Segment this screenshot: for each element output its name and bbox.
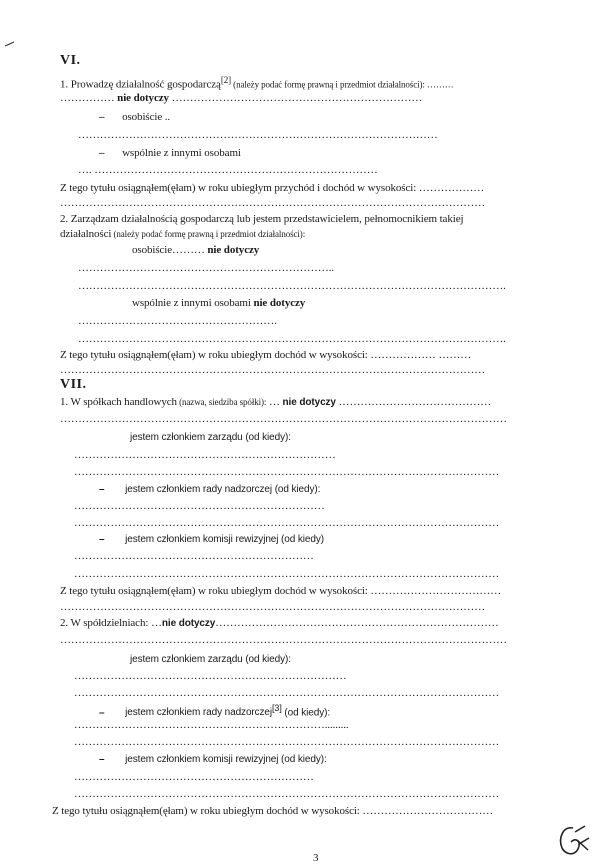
dash-marker: – bbox=[99, 111, 105, 123]
fill-line: ……………………………………………………………… bbox=[74, 449, 336, 461]
item-1-text: 1. W spółkach handlowych bbox=[60, 396, 177, 408]
item-1-text: 1. Prowadzę działalność gospodarczą bbox=[60, 78, 221, 91]
fill-line: …………………………………………………………………………………………………………… bbox=[60, 634, 507, 646]
joint-label: wspólnie z innymi osobami bbox=[132, 297, 251, 309]
item-2-note: (należy podać formę prawną i przedmiot działalności): bbox=[111, 229, 306, 239]
audit-committee-row bbox=[99, 533, 324, 546]
dots: … bbox=[148, 617, 162, 629]
supervisory-board-label: jestem członkiem rady nadzorczej bbox=[125, 707, 273, 719]
item-1-note: (należy podać formę prawną i przedmiot działalności): ……… bbox=[231, 79, 454, 90]
dots: …………………………………………………………………… bbox=[215, 617, 499, 629]
dots: … bbox=[266, 396, 283, 408]
fill-line: ……………………………………………………………………………………………………… bbox=[74, 736, 500, 748]
audit-committee-label: jestem członkiem komisji rewizyjnej (od kiedy) bbox=[125, 534, 324, 545]
handwritten-initials-signature bbox=[555, 822, 591, 862]
joint-label: wspólnie z innymi osobami bbox=[122, 147, 241, 159]
dash-marker: – bbox=[99, 147, 105, 159]
dash-marker: – bbox=[99, 534, 105, 545]
not-applicable: nie dotyczy bbox=[161, 618, 216, 629]
not-applicable: nie dotyczy bbox=[282, 397, 336, 408]
personal-label: osobiście .. bbox=[122, 111, 171, 123]
income-statement: Z tego tytułu osiągnąłem(ęłam) w roku ubiegłym przychód i dochód w wysokości: ……………… bbox=[60, 182, 485, 194]
fill-line: …………………………………………………………………………………………………………… bbox=[60, 413, 507, 425]
board-member-label: jestem członkiem zarządu (od kiedy): bbox=[130, 432, 291, 443]
section-vii-item-1 bbox=[60, 396, 491, 409]
fill-line: ……………………………………………………………………………………… bbox=[78, 129, 438, 141]
dash-marker: – bbox=[99, 754, 105, 765]
not-applicable: nie dotyczy bbox=[207, 244, 260, 256]
section-vi-heading: VI. bbox=[60, 53, 81, 68]
income-statement: Z tego tytułu osiągnąłem(ęłam) w roku ubiegłym dochód w wysokości: ……………………………… bbox=[52, 805, 494, 817]
fill-line: ………………………………………………………… bbox=[74, 771, 314, 783]
fill-line: ………………………………………………. bbox=[78, 315, 277, 327]
fill-line: …. …………………………………………………………………… bbox=[78, 164, 378, 176]
item-1-note: (nazwa, siedziba spółki): bbox=[176, 397, 267, 407]
since-when-label: (od kiedy): bbox=[281, 707, 330, 719]
personal-row bbox=[132, 244, 259, 257]
fill-line: ……………………………………………………………………………………………………… bbox=[74, 568, 500, 580]
section-vi-item-2-line-2 bbox=[60, 228, 305, 241]
item-1-continuation bbox=[60, 92, 422, 105]
income-statement: Z tego tytułu osiągnąłem(ęłam) w roku ubiegłym dochód w wysokości: ……………………………… bbox=[60, 585, 502, 597]
page-number: 3 bbox=[313, 852, 319, 864]
fill-line: ……………………………………………………………………………………………………… bbox=[74, 466, 500, 478]
fill-line: ………………………………………………………………………………………………………. bbox=[78, 280, 506, 292]
section-vi-item-2-line-1: 2. Zarządzam działalnością gospodarczą lub jestem przedstawicielem, pełnomocnikiem takiej bbox=[60, 213, 464, 225]
fill-line: ……………………………………………………………………………………………………… bbox=[60, 197, 486, 209]
fill-line: …………………………………………………………….. bbox=[78, 262, 335, 274]
dots: …………………………………… bbox=[335, 396, 492, 408]
fill-line: ………………………………………………………………… bbox=[74, 670, 347, 682]
fill-line: ……………………………………………………………......... bbox=[74, 719, 349, 731]
fill-line: ……………………………………………………………………………………………………… bbox=[74, 788, 500, 800]
scan-mark bbox=[4, 40, 16, 48]
personal-label: osobiście……… bbox=[132, 244, 205, 256]
fill-line: ……………………………………………………………………………………………………… bbox=[60, 601, 486, 613]
audit-committee-label: jestem członkiem komisji rewizyjnej (od kiedy): bbox=[125, 754, 327, 765]
not-applicable: nie dotyczy bbox=[253, 297, 306, 309]
item-2-text: 2. W spółdzielniach: bbox=[60, 617, 149, 629]
fill-line: ……………………………………………………………………………………………………… bbox=[60, 364, 486, 376]
section-vi-item-1 bbox=[60, 74, 454, 92]
personal-row bbox=[99, 111, 170, 124]
supervisory-board-row bbox=[99, 702, 330, 719]
supervisory-board-row bbox=[99, 483, 320, 496]
board-member-label: jestem członkiem zarządu (od kiedy): bbox=[130, 654, 291, 665]
fill-line: ……………………………………………………………………………………………………… bbox=[74, 517, 500, 529]
joint-row bbox=[132, 297, 305, 310]
section-vii-heading: VII. bbox=[60, 377, 87, 392]
supervisory-board-label: jestem członkiem rady nadzorczej (od kiedy): bbox=[125, 484, 321, 495]
dots: …………… bbox=[60, 92, 115, 104]
footnote-ref-2: [2] bbox=[220, 75, 232, 85]
footnote-ref-3: [3] bbox=[272, 703, 282, 713]
dots: …………………………………………………………… bbox=[168, 92, 423, 104]
dash-marker: – bbox=[99, 484, 105, 495]
audit-committee-row bbox=[99, 753, 327, 766]
not-applicable: nie dotyczy bbox=[117, 92, 169, 104]
income-statement: Z tego tytułu osiągnąłem(ęłam) w roku ubiegłym dochód w wysokości: ……………… ……… bbox=[60, 349, 472, 361]
item-2-text: działalności bbox=[60, 228, 112, 240]
fill-line: …………………………………………………………… bbox=[74, 500, 325, 512]
fill-line: ………………………………………………………………………………………………………. bbox=[78, 333, 506, 345]
dash-marker: – bbox=[99, 707, 105, 719]
joint-row bbox=[99, 147, 241, 160]
fill-line: ……………………………………………………………………………………………………… bbox=[74, 687, 500, 699]
section-vii-item-2 bbox=[60, 617, 499, 630]
fill-line: ………………………………………………………… bbox=[74, 550, 314, 562]
